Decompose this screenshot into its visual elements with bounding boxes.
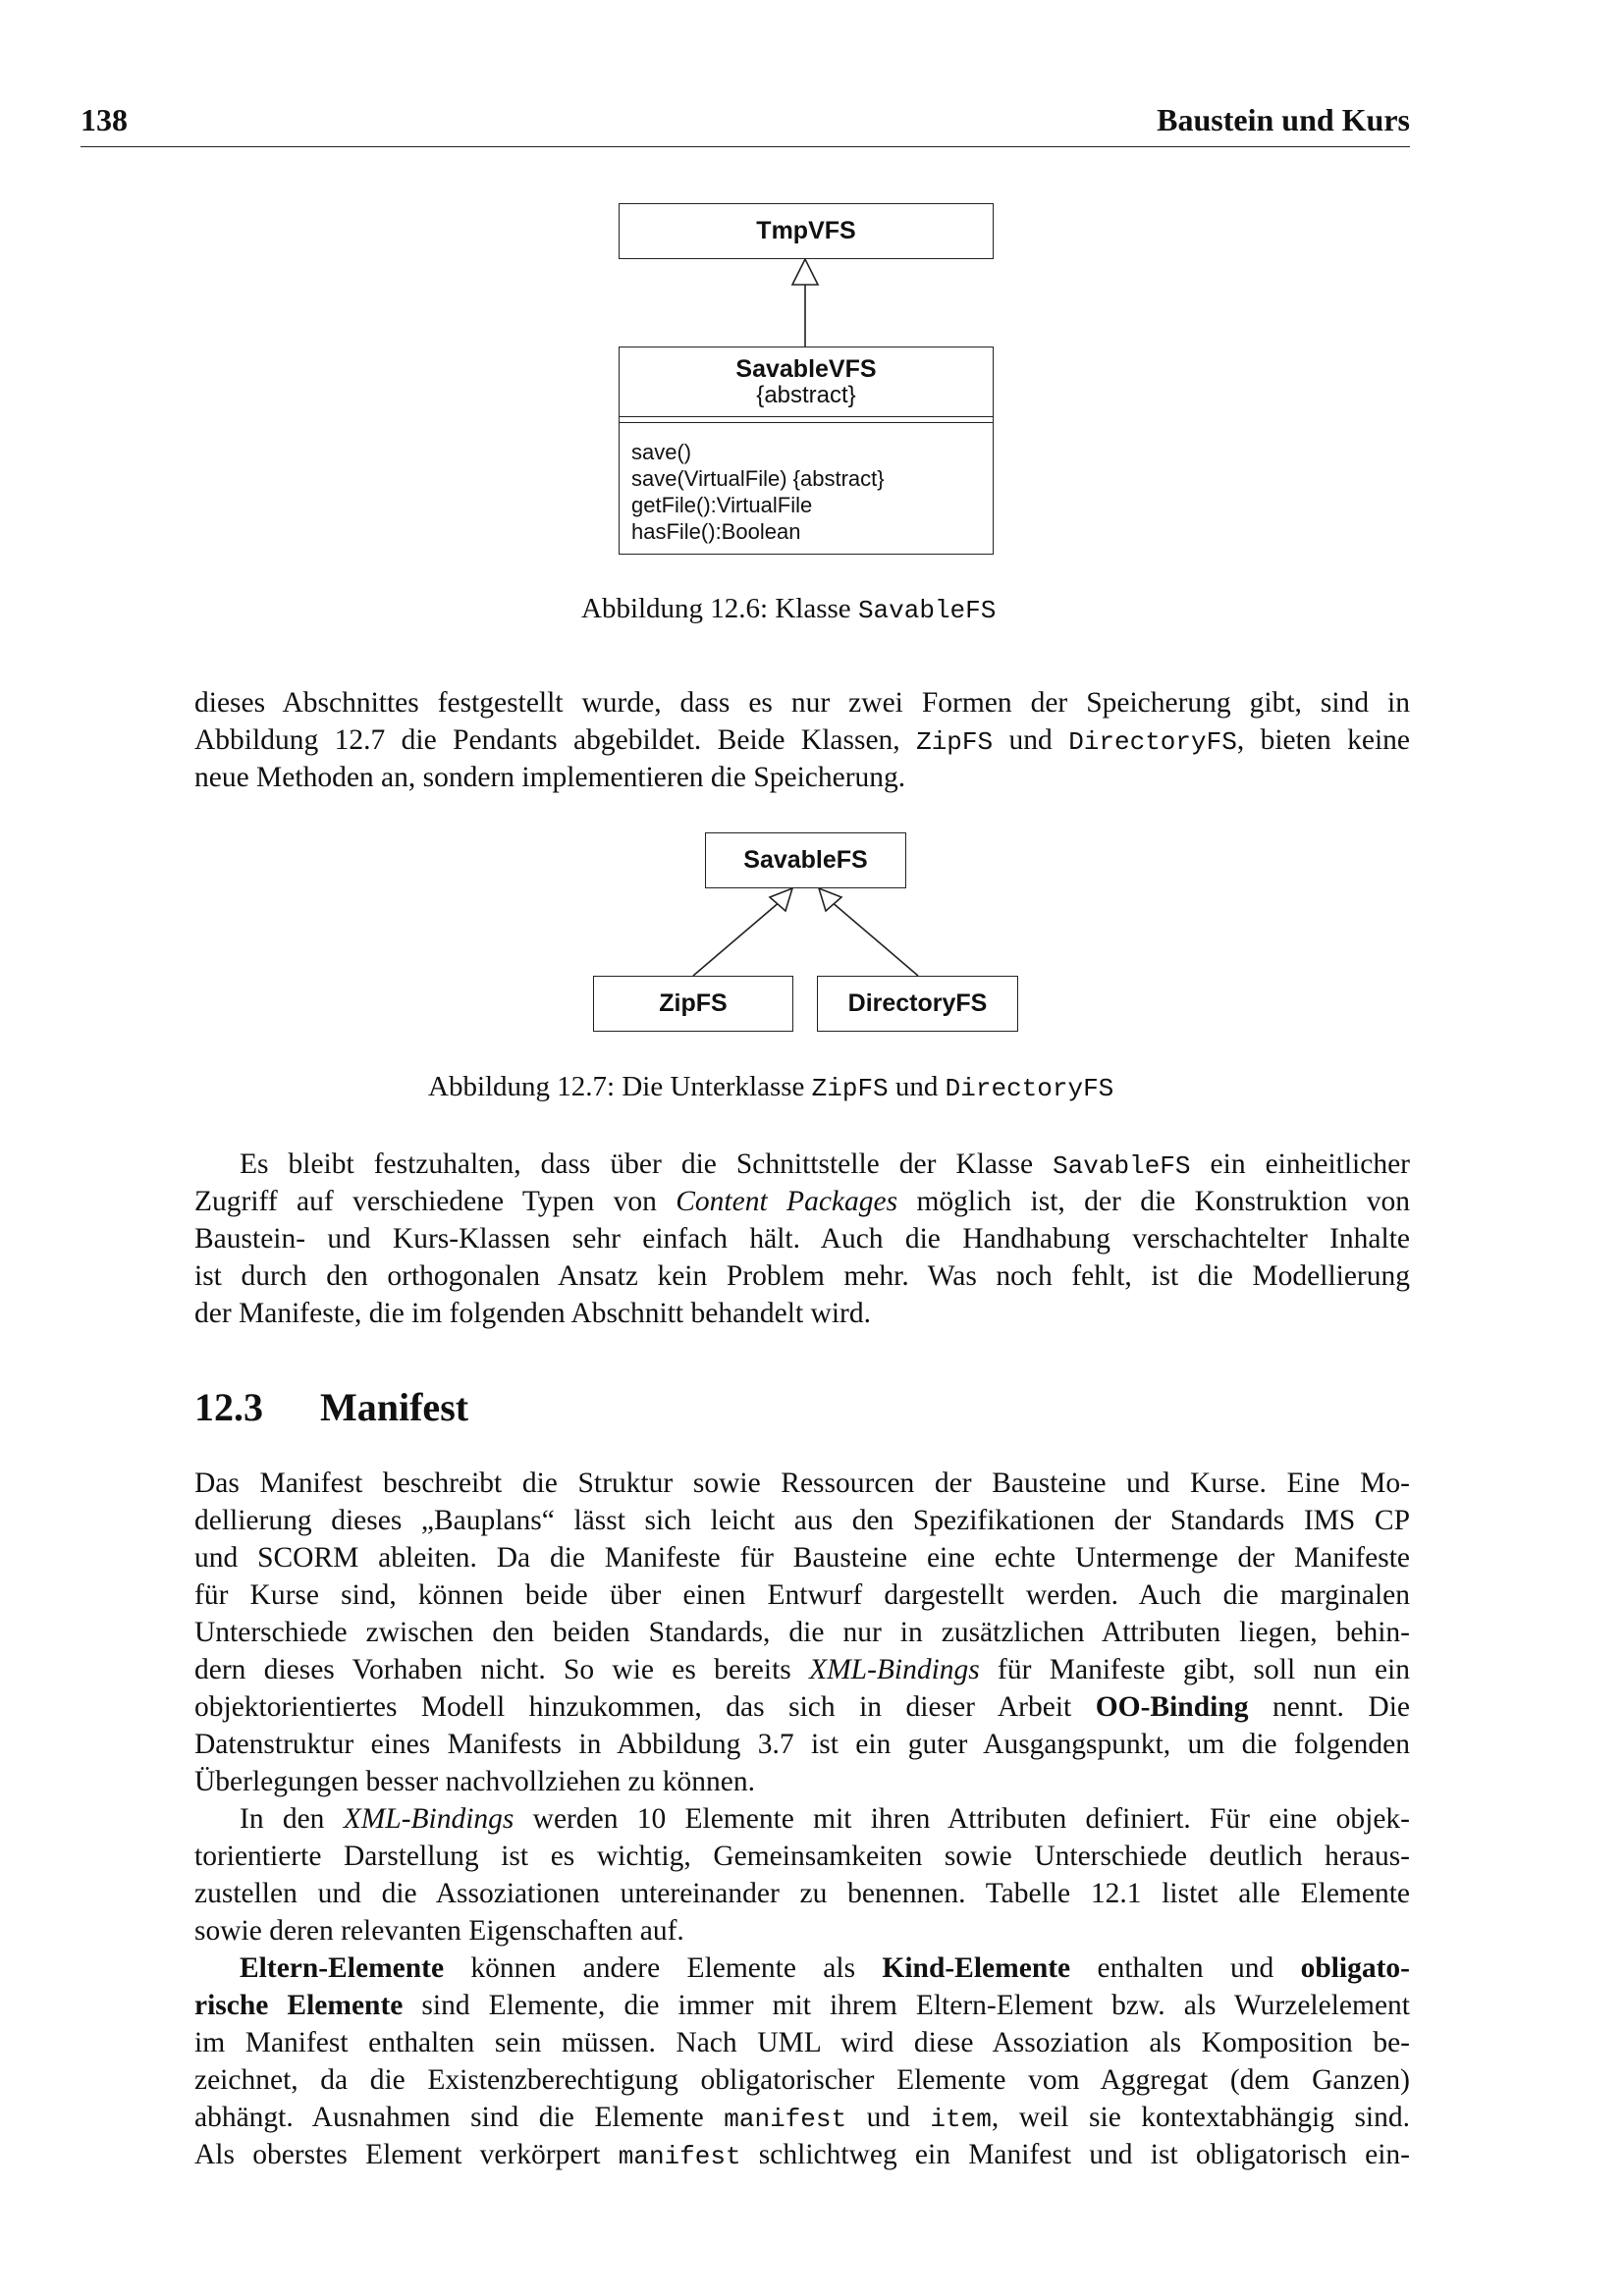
text-line: dieses Abschnittes festgestellt wurde, dass es nur zwei Formen der Speicherung gibt, sind in xyxy=(194,687,1410,719)
text-line: und SCORM ableiten. Da die Manifeste für Bausteine eine echte Untermenge der Manifeste xyxy=(194,1542,1410,1574)
section-heading xyxy=(194,1384,468,1430)
generalization-line-directoryfs xyxy=(831,901,918,976)
text-line: Baustein- und Kurs-Klassen sehr einfach hält. Auch die Handhabung verschachtelter Inhalte xyxy=(194,1223,1410,1255)
method-item: getFile():VirtualFile xyxy=(631,493,813,517)
text-line: objektorientiertes Modell hinzukommen, das sich in dieser Arbeit OO-Binding nennt. Die xyxy=(194,1691,1410,1723)
class-name: SavableVFS xyxy=(735,355,877,383)
paragraph-3 xyxy=(194,1465,1410,1800)
text-line: Überlegungen besser nachvollziehen zu können. xyxy=(194,1766,755,1797)
text-line: Es bleibt festzuhalten, dass über die Schnittstelle der Klasse SavableFS ein einheitlicher xyxy=(240,1148,1411,1181)
class-name: SavableFS xyxy=(743,846,868,874)
text-line: für Kurse sind, können beide über einen Entwurf dargestellt werden. Auch die marginalen xyxy=(194,1579,1410,1611)
method-list xyxy=(620,439,885,545)
class-name: TmpVFS xyxy=(756,217,856,244)
text-line: Datenstruktur eines Manifests in Abbildung 3.7 ist ein guter Ausgangspunkt, um die folgenden xyxy=(194,1729,1410,1760)
text-line: Zugriff auf verschiedene Typen von Content Packages möglich ist, der die Konstruktion von xyxy=(194,1186,1410,1217)
class-name: DirectoryFS xyxy=(847,989,988,1017)
class-savablevfs xyxy=(619,347,994,555)
text-line: der Manifeste, die im folgenden Abschnitt behandelt wird. xyxy=(194,1298,871,1329)
text-line: neue Methoden an, sondern implementieren die Speicherung. xyxy=(194,762,906,793)
running-head: Baustein und Kurs xyxy=(1157,102,1410,137)
text-line: zeichnet, da die Existenzberechtigung obligatorischer Elemente vom Aggregat (dem Ganzen) xyxy=(194,2064,1410,2096)
text-line: sowie deren relevanten Eigenschaften auf. xyxy=(194,1915,684,1947)
class-tmpvfs xyxy=(619,203,994,259)
text-line: Eltern-Elemente können andere Elemente als Kind-Elemente enthalten und obligato- xyxy=(240,1952,1411,1984)
paragraph-2 xyxy=(194,1146,1410,1332)
compartment-divider xyxy=(620,422,993,423)
class-stereotype: {abstract} xyxy=(756,382,856,408)
method-item: save() xyxy=(631,440,692,464)
paragraph-5 xyxy=(194,1949,1410,2173)
paragraph-4 xyxy=(194,1800,1410,1949)
text-line: rische Elemente sind Elemente, die immer mit ihrem Eltern-Element bzw. als Wurzelelement xyxy=(194,1990,1410,2021)
compartment-divider xyxy=(620,416,993,417)
class-zipfs xyxy=(593,976,793,1032)
inheritance-arrowhead xyxy=(792,259,818,285)
text-line: im Manifest enthalten sein müssen. Nach UML wird diese Assoziation als Komposition be- xyxy=(194,2027,1410,2058)
text-line: ist durch den orthogonalen Ansatz kein Problem mehr. Was noch fehlt, ist die Modellierung xyxy=(194,1260,1410,1292)
class-savablefs xyxy=(705,832,906,888)
text-line: dern dieses Vorhaben nicht. So wie es bereits XML-Bindings für Manifeste gibt, soll nun ein xyxy=(194,1654,1410,1685)
figure-caption-12-6: Abbildung 12.6: Klasse SavableFS xyxy=(581,593,997,625)
text-line: torientierte Darstellung ist es wichtig, Gemeinsamkeiten sowie Unterschiede deutlich heraus- xyxy=(194,1841,1410,1872)
generalization-line-zipfs xyxy=(693,901,781,976)
section-title: Manifest xyxy=(320,1385,469,1429)
text-line: dellierung dieses „Bauplans“ lässt sich leicht aus den Spezifikationen der Standards IMS CP xyxy=(194,1505,1410,1536)
text-line: Als oberstes Element verkörpert manifest schlichtweg ein Manifest und ist obligatorisch ein- xyxy=(194,2139,1410,2171)
text-line: zustellen und die Assoziationen untereinander zu benennen. Tabelle 12.1 listet alle Elemente xyxy=(194,1878,1410,1909)
method-item: save(VirtualFile) {abstract} xyxy=(631,466,885,491)
paragraph-1 xyxy=(194,684,1410,796)
figure-caption-12-7: Abbildung 12.7: Die Unterklasse ZipFS und DirectoryFS xyxy=(428,1071,1114,1103)
page-number: 138 xyxy=(81,102,128,137)
text-line: Unterschiede zwischen den beiden Standards, die nur in zusätzlichen Attributen liegen, behin- xyxy=(194,1617,1410,1648)
method-item: hasFile():Boolean xyxy=(631,519,801,544)
section-number: 12.3 xyxy=(194,1385,263,1429)
text-line: abhängt. Ausnahmen sind die Elemente manifest und item, weil sie kontextabhängig sind. xyxy=(194,2102,1411,2134)
text-line: Abbildung 12.7 die Pendants abgebildet. Beide Klassen, ZipFS und DirectoryFS, bieten keine xyxy=(194,724,1410,757)
class-name: ZipFS xyxy=(659,989,728,1017)
text-line: In den XML-Bindings werden 10 Elemente mit ihren Attributen definiert. Für eine objek- xyxy=(240,1803,1411,1835)
class-directoryfs xyxy=(817,976,1018,1032)
text-line: Das Manifest beschreibt die Struktur sowie Ressourcen der Bausteine und Kurse. Eine Mo- xyxy=(194,1468,1410,1499)
